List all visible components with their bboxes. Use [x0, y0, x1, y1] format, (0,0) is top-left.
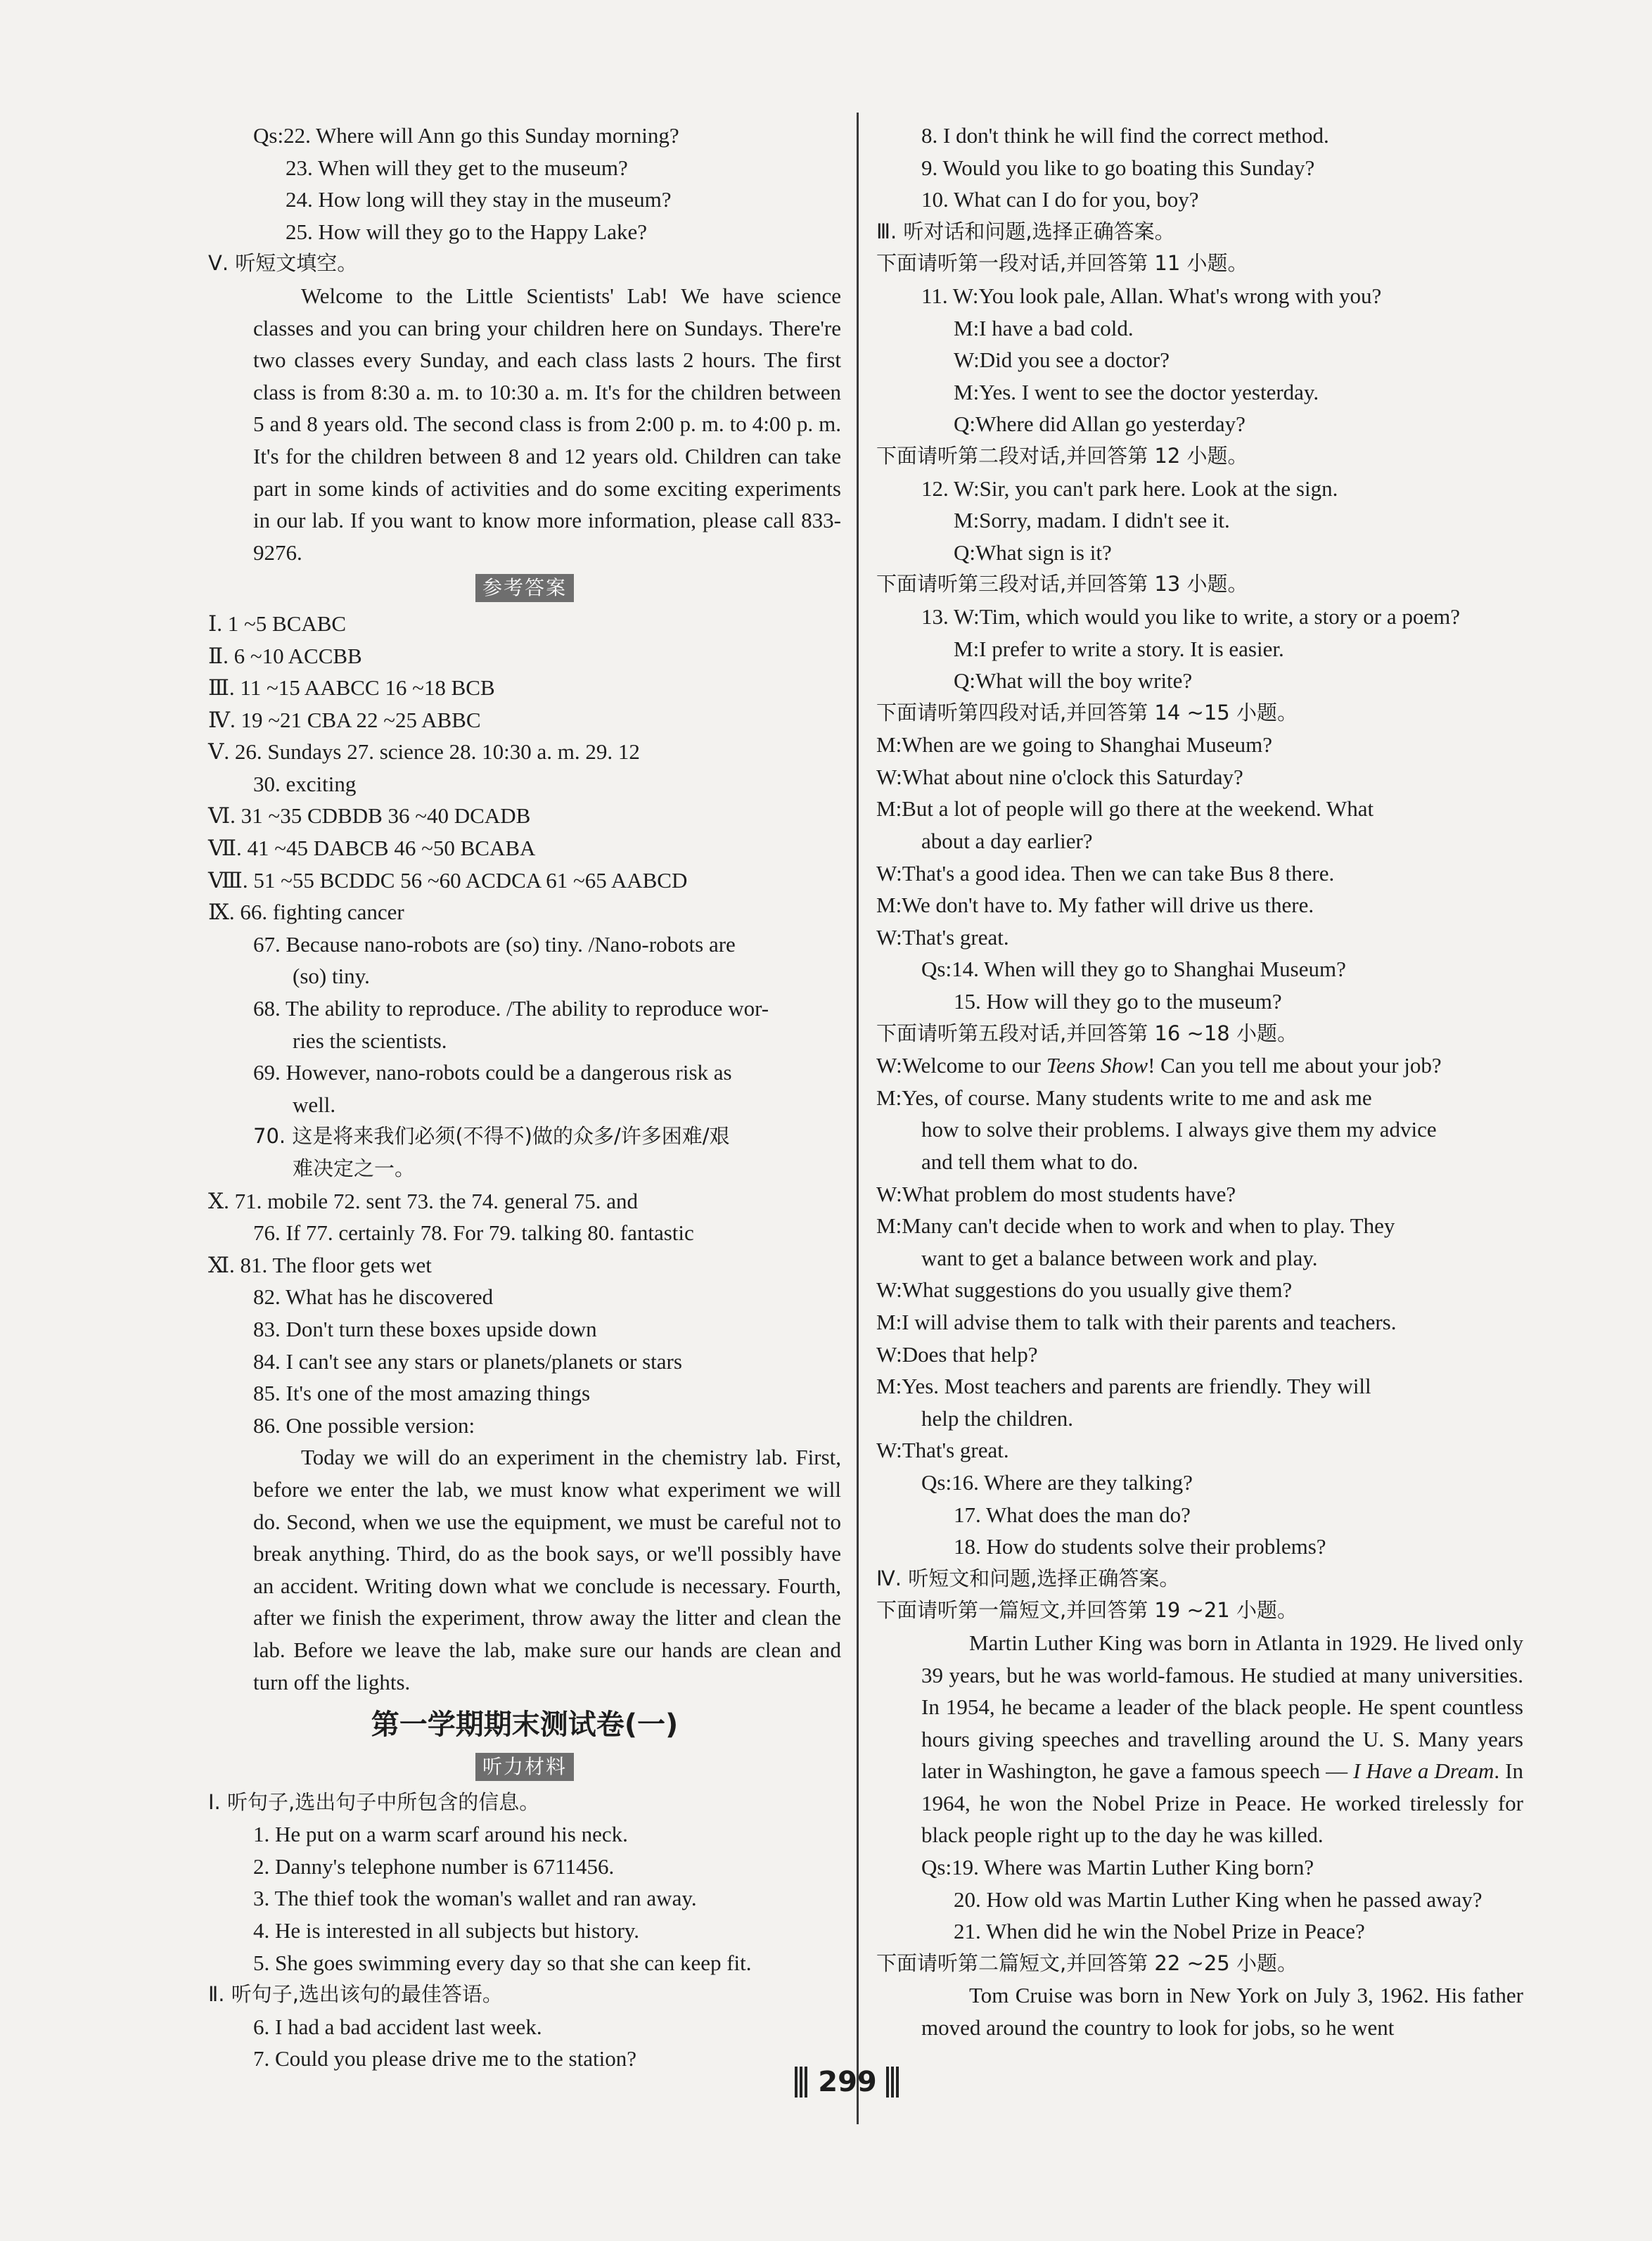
text-line: Q:What sign is it?	[954, 540, 1112, 565]
text-line: M:Sorry, madam. I didn't see it.	[954, 508, 1230, 533]
text-line: Ⅹ. 71. mobile 72. sent 73. the 74. general 75. and	[208, 1188, 638, 1213]
paragraph: Tom Cruise was born in New York on July 3, 1962. His father moved around the country to look for jobs, so he went	[921, 1983, 1523, 2041]
page-number-bars-left	[795, 2067, 809, 2098]
text-line: Ⅶ. 41 ~45 DABCB 46 ~50 BCABA	[208, 836, 536, 861]
section-heading	[208, 571, 841, 604]
text-line: well.	[293, 1092, 336, 1117]
text-line: 18. How do students solve their problems?	[954, 1534, 1326, 1559]
text-line: 2. Danny's telephone number is 6711456.	[253, 1853, 615, 1879]
text-line: ries the scientists.	[293, 1028, 447, 1053]
text-line: Ⅰ. 1 ~5 BCABC	[208, 611, 347, 636]
text-line: Ⅸ. 66. fighting cancer	[208, 900, 404, 925]
section-heading-label: 听力材料	[475, 1753, 574, 1781]
paragraph: Martin Luther King was born in Atlanta in 1929. He lived only 39 years, but he was world-famous. He studied at many universities. In 1954, he became a leader of the black people. He spent countless hours giving speeches and travelling around the U. S. Many years later in Washington, he gave a famous speech — I Have a Dream. In 1964, he won the Nobel Prize in Peace. He worked tirelessly for black people right up to the day he was killed.	[921, 1630, 1523, 1848]
text-line: Ⅺ. 81. The floor gets wet	[208, 1252, 432, 1277]
text-line: Qs:16. Where are they talking?	[921, 1469, 1193, 1495]
text-line: Ⅱ. 6 ~10 ACCBB	[208, 643, 362, 668]
page-number-label: 299	[818, 2066, 877, 2098]
text-line: 25. How will they go to the Happy Lake?	[286, 219, 647, 244]
text-line: M:I have a bad cold.	[954, 315, 1134, 340]
text-line: W:That's a good idea. Then we can take Bus 8 there.	[876, 860, 1335, 886]
text-line: 下面请听第二段对话,并回答第 12 小题。	[876, 443, 1248, 468]
page-number	[795, 2062, 900, 2102]
text-line: W:What suggestions do you usually give them?	[876, 1277, 1293, 1303]
text-line: Ⅵ. 31 ~35 CDBDB 36 ~40 DCADB	[208, 803, 531, 829]
text-line: 9. Would you like to go boating this Sunday?	[921, 155, 1315, 180]
text-line: 23. When will they get to the museum?	[286, 155, 628, 180]
text-line: 1. He put on a warm scarf around his neck.	[253, 1822, 628, 1847]
text-line: W:That's great.	[876, 924, 1009, 950]
text-line: 下面请听第二篇短文,并回答第 22 ~25 小题。	[876, 1950, 1298, 1975]
text-line: Ⅳ. 19 ~21 CBA 22 ~25 ABBC	[208, 707, 481, 732]
text-line: W:What about nine o'clock this Saturday?	[876, 764, 1243, 789]
text-line: Q:What will the boy write?	[954, 668, 1193, 694]
text-line: Ⅰ. 听句子,选出句子中所包含的信息。	[208, 1789, 540, 1814]
text-line: 13. W:Tim, which would you like to write, a story or a poem?	[921, 604, 1461, 629]
text-line: 17. What does the man do?	[954, 1502, 1191, 1527]
text-line: and tell them what to do.	[921, 1149, 1139, 1174]
text-line: Ⅳ. 听短文和问题,选择正确答案。	[876, 1566, 1180, 1590]
text-line: 69. However, nano-robots could be a dangerous risk as	[253, 1060, 732, 1085]
text-line: 5. She goes swimming every day so that she can keep fit.	[253, 1950, 752, 1975]
text-line: 24. How long will they stay in the museum?	[286, 187, 672, 212]
text-line: 下面请听第一段对话,并回答第 11 小题。	[876, 251, 1248, 276]
text-line: M:But a lot of people will go there at the weekend. What	[876, 796, 1374, 822]
text-line: M:Yes. Most teachers and parents are friendly. They will	[876, 1374, 1371, 1399]
text-line: 7. Could you please drive me to the station?	[253, 2046, 636, 2071]
section-heading	[208, 1750, 841, 1782]
text-line: 难决定之一。	[293, 1156, 416, 1180]
test-title: 第一学期期末测试卷(一)	[371, 1709, 679, 1742]
text-line: Ⅲ. 听对话和问题,选择正确答案。	[876, 219, 1175, 243]
text-line: W:That's great.	[876, 1438, 1009, 1463]
text-line: 11. W:You look pale, Allan. What's wrong with you?	[921, 283, 1382, 308]
right-column	[876, 120, 1523, 2044]
text-line: 下面请听第五段对话,并回答第 16 ~18 小题。	[876, 1021, 1298, 1045]
text-line: 10. What can I do for you, boy?	[921, 187, 1199, 212]
text-line: Ⅷ. 51 ~55 BCDDC 56 ~60 ACDCA 61 ~65 AABCD	[208, 867, 688, 893]
text-line: W:Does that help?	[876, 1341, 1038, 1367]
text-line: Qs:19. Where was Martin Luther King born?	[921, 1855, 1314, 1880]
text-line: 下面请听第三段对话,并回答第 13 小题。	[876, 572, 1248, 596]
text-line: 3. The thief took the woman's wallet and ran away.	[253, 1886, 697, 1911]
text-line: 20. How old was Martin Luther King when he passed away?	[954, 1886, 1483, 1912]
text-line: Ⅴ. 26. Sundays 27. science 28. 10:30 a. m. 29. 12	[208, 739, 640, 765]
text-line: M:When are we going to Shanghai Museum?	[876, 732, 1273, 758]
text-line: Ⅱ. 听句子,选出该句的最佳答语。	[208, 1982, 503, 2007]
text-line: Qs:14. When will they go to Shanghai Museum?	[921, 957, 1346, 982]
left-column	[208, 120, 841, 2075]
text-line: 76. If 77. certainly 78. For 79. talking 80. fantastic	[253, 1220, 694, 1246]
text-line: M:Many can't decide when to work and when to play. They	[876, 1213, 1395, 1239]
paragraph: Today we will do an experiment in the chemistry lab. First, before we enter the lab, we must know what experiment we will do. Second, when we use the equipment, we must be careful not to break anything. Third, do as the book says, or we'll possibly have an accident. Writing down what we conclude is necessary. Fourth, after we finish the experiment, throw away the litter and clean the lab. Before we leave the lab, make sure our hands are clean and turn off the lights.	[253, 1445, 841, 1694]
text-line: 8. I don't think he will find the correct method.	[921, 123, 1329, 148]
text-line: Qs:22. Where will Ann go this Sunday morning?	[253, 123, 679, 148]
paragraph: Welcome to the Little Scientists' Lab! We have science classes and you can bring your children here on Sundays. There're two classes every Sunday, and each class lasts 2 hours. The first class is from 8:30 a. m. to 10:30 a. m. It's for the children between 5 and 8 years old. The second class is from 2:00 p. m. to 4:00 p. m. It's for the children between 8 and 12 years old. Children can take part in some kinds of activities and do some exciting experiments in our lab. If you want to know more information, please call 833-9276.	[253, 283, 841, 565]
section-heading-label: 参考答案	[475, 574, 574, 602]
text-line: about a day earlier?	[921, 829, 1093, 854]
text-line: M:Yes, of course. Many students write to me and ask me	[876, 1085, 1372, 1110]
text-line: 86. One possible version:	[253, 1412, 475, 1438]
text-line: W:Did you see a doctor?	[954, 347, 1170, 373]
text-line: (so) tiny.	[293, 964, 370, 989]
text-line: M:I prefer to write a story. It is easier.	[954, 636, 1284, 661]
text-line: 85. It's one of the most amazing things	[253, 1381, 591, 1406]
text-line: 68. The ability to reproduce. /The ability to reproduce wor-	[253, 996, 769, 1021]
text-line: Ⅲ. 11 ~15 AABCC 16 ~18 BCB	[208, 675, 495, 701]
text-line: 67. Because nano-robots are (so) tiny. /Nano-robots are	[253, 931, 736, 957]
column-divider	[857, 113, 859, 2124]
text-line: 12. W:Sir, you can't park here. Look at the sign.	[921, 475, 1338, 501]
text-line: W:What problem do most students have?	[876, 1181, 1236, 1206]
text-line: 下面请听第一篇短文,并回答第 19 ~21 小题。	[876, 1598, 1298, 1623]
text-line: how to solve their problems. I always give them my advice	[921, 1117, 1437, 1142]
text-line: 30. exciting	[253, 771, 357, 796]
text-line: 21. When did he win the Nobel Prize in Peace?	[954, 1919, 1365, 1944]
text-line: M:Yes. I went to see the doctor yesterday.	[954, 379, 1319, 404]
page-number-bars-right	[886, 2067, 900, 2098]
text-line: 4. He is interested in all subjects but history.	[253, 1918, 640, 1943]
text-line: 82. What has he discovered	[253, 1284, 494, 1310]
text-line: Q:Where did Allan go yesterday?	[954, 411, 1246, 437]
text-line: 83. Don't turn these boxes upside down	[253, 1316, 597, 1341]
text-line: help the children.	[921, 1405, 1074, 1431]
text-line: W:Welcome to our Teens Show! Can you tell me about your job?	[876, 1053, 1442, 1078]
text-line: Ⅴ. 听短文填空。	[208, 251, 358, 276]
text-line: 70. 这是将来我们必须(不得不)做的众多/许多困难/艰	[253, 1124, 730, 1149]
text-line: M:I will advise them to talk with their parents and teachers.	[876, 1309, 1397, 1334]
text-line: M:We don't have to. My father will drive us there.	[876, 893, 1314, 918]
text-line: 84. I can't see any stars or planets/planets or stars	[253, 1348, 682, 1374]
text-line: want to get a balance between work and play.	[921, 1245, 1318, 1270]
text-line: 下面请听第四段对话,并回答第 14 ~15 小题。	[876, 700, 1298, 724]
text-line: 15. How will they go to the museum?	[954, 989, 1282, 1014]
text-line: 6. I had a bad accident last week.	[253, 2014, 542, 2039]
